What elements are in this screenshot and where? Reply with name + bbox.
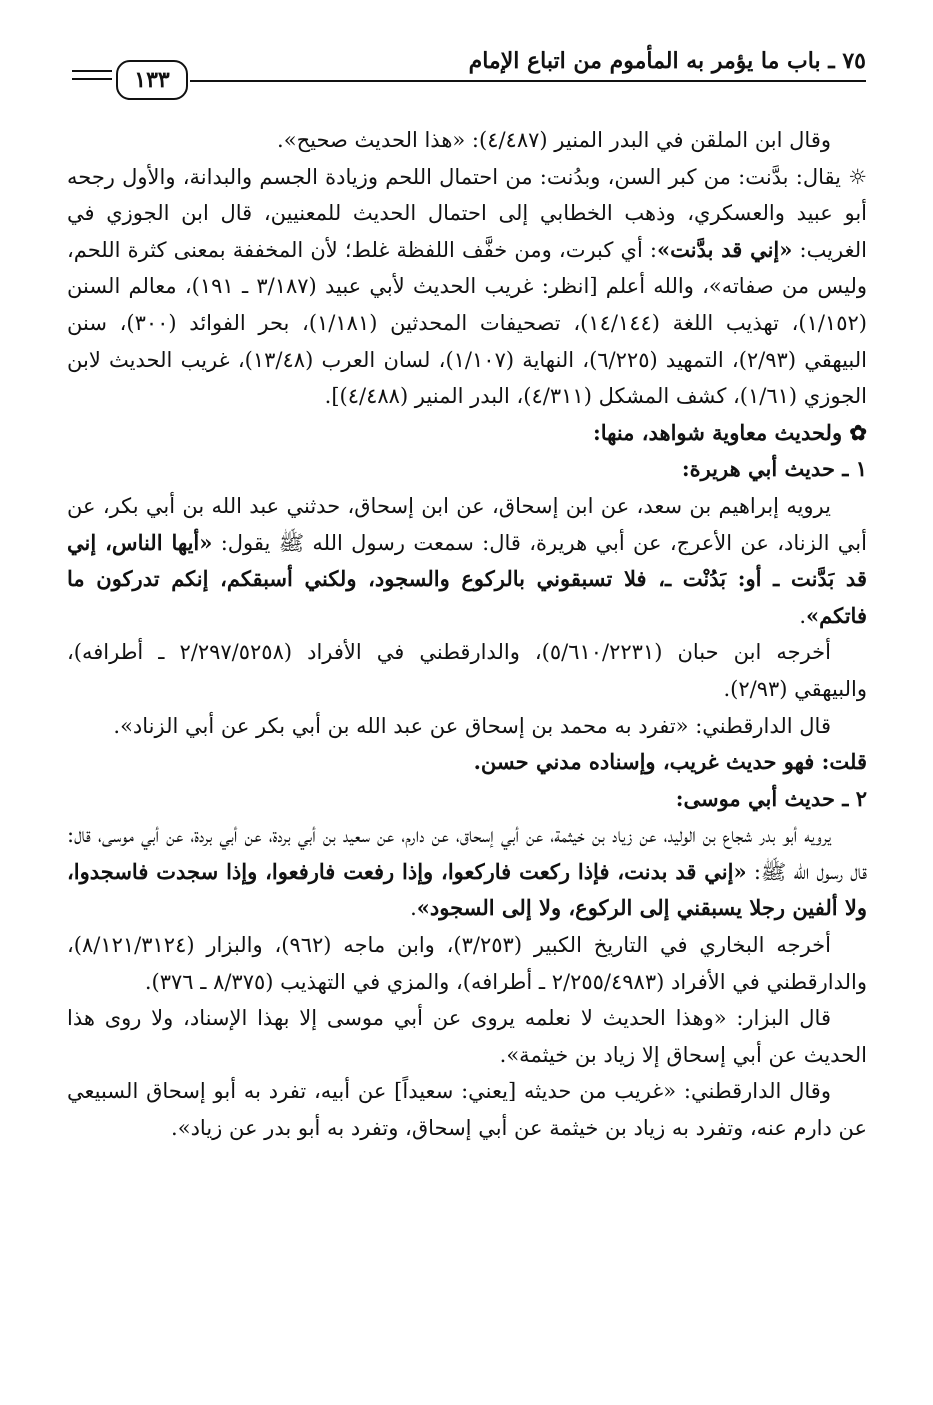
bold-text: «أيها الناس، إني قد بَدَّنت ـ أو: بَدُنْت ـ، فلا تسبقوني بالركوع والسجود، ولكني أسبقكم، إنكم تدركون ما فاتكم» xyxy=(67,529,867,628)
text: قال البزار: «وهذا الحديث لا نعلمه يروى عن أبي موسى إلا بهذا الإسناد، ولا روى هذا الحديث عن أبي إسحاق إلا زياد بن خيثمة». xyxy=(67,1006,867,1067)
text: أخرجه البخاري في التاريخ الكبير (٣/٢٥٣)، وابن ماجه (٩٦٢)، والبزار (٨/١٢١/٣١٢٤)، والدارقطني في الأفراد (٢/٢٥٥/٤٩٨٣ ـ أطرافه)، والمزي في التهذيب (٨/٣٧٥ ـ ٣٧٦). xyxy=(67,933,867,994)
paragraph xyxy=(67,708,867,745)
paragraph xyxy=(67,122,867,159)
header-rule-left-bottom xyxy=(72,78,112,80)
text: وقال ابن الملقن في البدر المنير (٤/٤٨٧): «هذا الحديث صحيح». xyxy=(277,128,831,152)
bold-text: ✿ ولحديث معاوية شواهد، منها: xyxy=(592,419,867,445)
bold-text: «إني قد بدنت، فإذا ركعت فاركعوا، وإذا رفعت فارفعوا، وإذا سجدت فاسجدوا، ولا ألفين رجلا يسبقني إلى الركوع، ولا إلى السجود» xyxy=(67,858,867,921)
bold-text: ٢ ـ حديث أبي موسى: xyxy=(675,785,867,811)
text: قال الدارقطني: «تفرد به محمد بن إسحاق عن عبد الله بن أبي بكر عن أبي الزناد». xyxy=(113,713,831,738)
header-rule-left-top xyxy=(72,70,112,72)
paragraph xyxy=(67,927,867,1000)
paragraph xyxy=(67,634,867,707)
bold-text: قلت: فهو حديث غريب، وإسناده مدني حسن. xyxy=(473,749,867,775)
page-header xyxy=(72,42,866,100)
paragraph xyxy=(67,488,867,634)
text: وقال الدارقطني: «غريب من حديثه [يعني: سعيداً] عن أبيه، تفرد به أبو إسحاق السبيعي عن دارم عنه، وتفرد به زياد بن خيثمة عن أبي إسحاق، وتفرد به أبو بدر عن زياد». xyxy=(67,1079,867,1141)
paragraph xyxy=(67,159,867,415)
header-rule xyxy=(190,80,866,82)
paragraph xyxy=(67,1073,867,1146)
paragraph xyxy=(67,451,867,488)
text: : أي كبرت، ومن خفَّف اللفظة غلط؛ لأن المخففة بمعنى كثرة اللحم، وليس من صفاته»، والله أعلم [انظر: غريب الحديث لأبي عبيد (٣/١٨٧ ـ ١٩١)، معالم السنن (١/١٥٢)، تهذيب اللغة (١٤/١٤٤)، تصحيفات المحدثين (١/١٨١)، بحر الفوائد (٣٠٠)، سنن البيهقي (٢/٩٣)، التمهيد (٦/٢٢٥)، النهاية (١/١٠٧)، لسان العرب (١٣/٤٨)، غريب الحديث لابن الجوزي (١/٦١)، كشف المشكل (٤/٣١١)، البدر المنير (٤/٤٨٨)]. xyxy=(67,237,867,409)
text: يرويه أبو بدر شجاع بن الوليد، عن زياد بن خيثمة، عن أبي إسحاق، عن دارم، عن سعيد بن أبي بردة، عن أبي بردة، عن أبي موسى، قال: قال رسول الله ﷺ: xyxy=(67,823,868,884)
text: ☼ يقال: بدَّنت: من كبر السن، وبدُنت: من احتمال اللحم وزيادة الجسم والبدانة، والأول رجحه أبو عبيد والعسكري، وذهب الخطابي إلى احتمال الحديث للمعنيين، قال ابن الجوزي في الغريب: xyxy=(67,164,867,262)
paragraph xyxy=(67,1000,867,1073)
paragraph xyxy=(67,415,867,452)
chapter-title: ٧٥ ـ باب ما يؤمر به المأموم من اتباع الإمام xyxy=(468,48,866,74)
paragraph xyxy=(67,744,867,781)
text: أخرجه ابن حبان (٥/٦١٠/٢٢٣١)، والدارقطني في الأفراد (٢/٢٩٧/٥٢٥٨ ـ أطرافه)، والبيهقي (٢/٩٣). xyxy=(67,640,867,701)
paragraph xyxy=(67,817,867,927)
text: . xyxy=(799,603,807,628)
text: . xyxy=(410,896,417,921)
paragraph xyxy=(67,781,867,818)
bold-text: ١ ـ حديث أبي هريرة: xyxy=(681,456,867,482)
page-number: ١٣٣ xyxy=(116,60,188,100)
bold-text: «إني قد بدَّنت» xyxy=(657,236,793,262)
text: يرويه إبراهيم بن سعد، عن ابن إسحاق، عن ابن إسحاق، حدثني عبد الله بن أبي بكر، عن أبي الزناد، عن الأعرج، عن أبي هريرة، قال: سمعت رسول الله ﷺ يقول: xyxy=(67,493,867,555)
main-text xyxy=(67,122,867,1147)
